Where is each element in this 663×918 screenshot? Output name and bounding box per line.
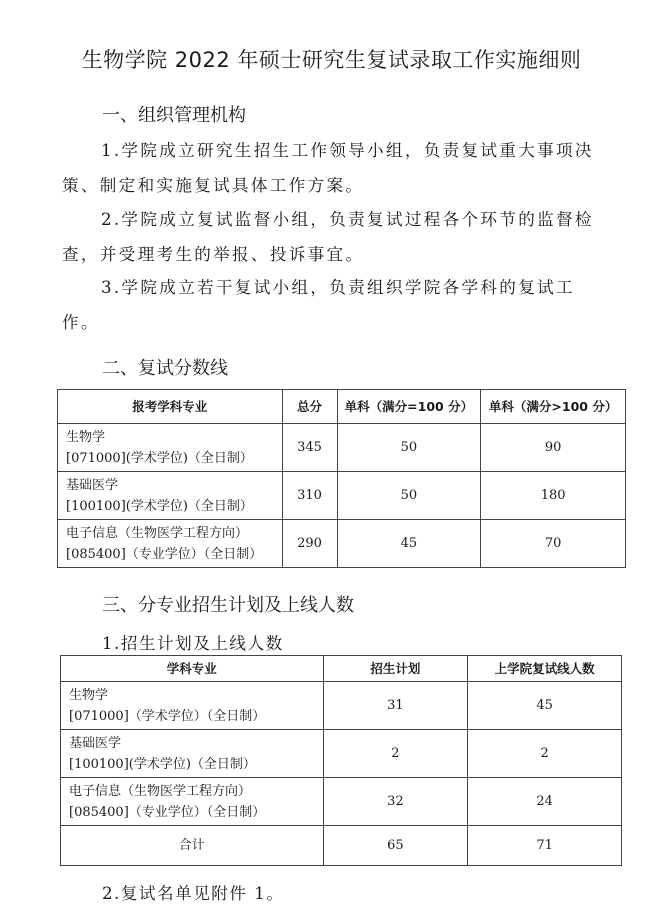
table-row — [61, 730, 622, 778]
single-over-100-score: 90 — [481, 424, 626, 472]
table-row — [61, 778, 622, 826]
major-name: 电子信息（生物医学工程方向） — [69, 783, 252, 799]
major-code: [071000]（学术学位）（全日制） — [69, 708, 266, 724]
table-row — [58, 520, 626, 568]
header-plan: 招生计划 — [323, 656, 468, 682]
single-over-100-score: 180 — [481, 472, 626, 520]
qualified-count: 2 — [468, 730, 622, 778]
major-name: 生物学 — [66, 429, 106, 445]
header-single-100: 单科（满分=100 分） — [337, 390, 481, 424]
single-100-score: 50 — [337, 472, 481, 520]
score-line-table — [57, 389, 626, 568]
major-code: [071000](学术学位)（全日制） — [66, 450, 253, 466]
plan-count: 31 — [323, 682, 468, 730]
major-code: [100100](学术学位)（全日制） — [69, 756, 256, 772]
header-total-score: 总分 — [282, 390, 337, 424]
major-name: 基础医学 — [69, 735, 122, 751]
table-row — [58, 472, 626, 520]
major-name: 生物学 — [69, 687, 109, 703]
single-over-100-score: 70 — [481, 520, 626, 568]
header-qualified-count: 上学院复试线人数 — [468, 656, 622, 682]
section1-paragraph-3: 3.学院成立若干复试小组，负责组织学院各学科的复试工作。 — [62, 278, 575, 332]
table-row — [61, 682, 622, 730]
section1-paragraph-2: 2.学院成立复试监督小组，负责复试过程各个环节的监督检查，并受理考生的举报、投诉事宜。 — [62, 210, 594, 264]
major-cell — [61, 682, 324, 730]
major-code: [085400]（专业学位）（全日制） — [69, 804, 266, 820]
major-code: [085400]（专业学位）（全日制） — [66, 546, 263, 562]
section3-subheading-2: 2.复试名单见附件 1。 — [102, 884, 285, 903]
section3-subheading-1: 1.招生计划及上线人数 — [102, 634, 284, 653]
plan-table-header-row — [61, 656, 622, 682]
header-major: 学科专业 — [61, 656, 324, 682]
plan-count: 32 — [323, 778, 468, 826]
enrollment-plan-table — [60, 655, 622, 866]
total-plan: 65 — [323, 826, 468, 866]
total-score: 290 — [282, 520, 337, 568]
total-score: 345 — [282, 424, 337, 472]
qualified-count: 24 — [468, 778, 622, 826]
major-cell — [61, 730, 324, 778]
table-row — [58, 424, 626, 472]
header-single-over-100: 单科（满分>100 分） — [481, 390, 626, 424]
major-cell — [58, 424, 283, 472]
total-qualified: 71 — [468, 826, 622, 866]
total-label: 合计 — [61, 826, 324, 866]
plan-count: 2 — [323, 730, 468, 778]
header-major: 报考学科专业 — [58, 390, 283, 424]
single-100-score: 45 — [337, 520, 481, 568]
major-code: [100100](学术学位)（全日制） — [66, 498, 253, 514]
section1-heading: 一、组织管理机构 — [102, 105, 246, 126]
total-score: 310 — [282, 472, 337, 520]
section3-heading: 三、分专业招生计划及上线人数 — [102, 595, 354, 616]
major-name: 电子信息（生物医学工程方向） — [66, 525, 249, 541]
section2-heading: 二、复试分数线 — [102, 358, 228, 379]
score-table-header-row — [58, 390, 626, 424]
section1-paragraph-1: 1.学院成立研究生招生工作领导小组，负责复试重大事项决策、制定和实施复试具体工作方案。 — [62, 141, 594, 195]
major-cell — [58, 472, 283, 520]
document-title: 生物学院 2022 年硕士研究生复试录取工作实施细则 — [81, 48, 582, 72]
major-name: 基础医学 — [66, 477, 119, 493]
major-cell — [58, 520, 283, 568]
table-total-row — [61, 826, 622, 866]
qualified-count: 45 — [468, 682, 622, 730]
single-100-score: 50 — [337, 424, 481, 472]
major-cell — [61, 778, 324, 826]
